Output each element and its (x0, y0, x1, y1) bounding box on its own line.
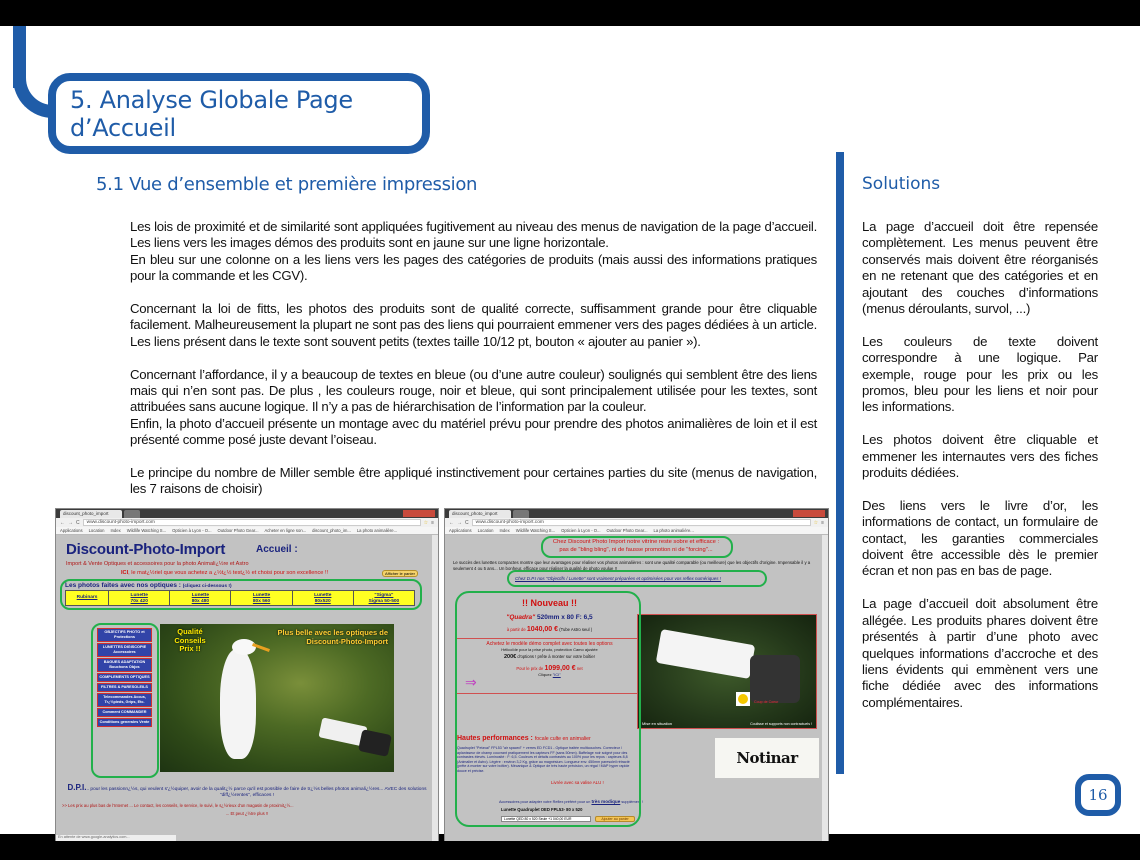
alu-case-note: Livrée avec sa valise ALU ! (551, 780, 604, 785)
browser-address-bar (445, 518, 828, 527)
egret-head (232, 639, 256, 655)
bookmark: La photo animalière... (356, 528, 398, 533)
back-icon: ← (60, 519, 65, 526)
performance-text: Quadruplet "Petzval" FPL53 "air spaced" + verres ED FCD1 - Optique traitée multicouches. Correcteur / aplanisseur de champ couvrant pratiquement les capteurs FF (sans 50mm). Baffelage noir soigné pour des contrastes élevés. Luminosité : F: 6,5. Couleurs et détails contrastés au 100% pour les repos : capteurs 8,8 (Animalier et Astro). Légère : environ 3,2 Kg, grâce au magnésium. Longueur env. 450mm paresoleil rétracté (prête à monter sur votre boîtier). Mécanique & Optique de très haute précision, un régal ! MAP hyper rapide douce et précise. (457, 746, 630, 773)
nav-item: OBJECTIFS PHOTO et Protections (97, 628, 152, 642)
notice-line: Chez Discount Photo Import notre vitrine reste sobre et efficace : (552, 539, 720, 545)
highlight-promo-column (455, 591, 644, 827)
link-sub: 80x520 (314, 599, 331, 604)
solutions-title: Solutions (862, 174, 941, 194)
screenshot-homepage-left (55, 508, 439, 841)
price-net: net (576, 666, 583, 671)
menu-icon: ≡ (431, 519, 434, 526)
perf-head: Hautes performances : (457, 735, 533, 742)
link-sub: 70x 420 (130, 599, 148, 604)
product-select: Lunette QED 80 x 520 Seule +1 040,00 EUR (501, 816, 591, 822)
bookmark: discount_photo_im... (312, 528, 351, 533)
bookmark: Index (499, 528, 510, 533)
paragraph: Des liens vers le livre d’or, les informations de contact, un formulaire de contact, les garanties commerciales doivent être accessible dès le premier écran et non pas en bas de page. (862, 497, 1098, 579)
arrow-icon: ⇒ (465, 674, 477, 690)
telescope-tube (656, 629, 755, 679)
browser-tab: discount_photo_import (449, 510, 511, 518)
reload-icon: C (465, 519, 469, 526)
nav-item: LUNETTES DIGISCOPIE Accessoires (97, 643, 152, 657)
paragraph: Le principe du nombre de Miller semble être appliqué instinctivement pour certaines parties du site (menus de navigation, les 7 raisons de choisir) (130, 465, 817, 497)
browser-tab-bar (56, 509, 438, 518)
intro-paragraph: Le succès des lunettes compactes montre que leur avantages pour réaliser vos photos animalières : sont une qualité comparable (ou meilleure) que les objectifs d'origine. Impensable il y a seulement 4 ou 5 ans... Un bonheur, efficace pour réaliser la qualité de photo voulue !! (453, 560, 811, 571)
acc-tail: supplément ! (621, 800, 644, 804)
paragraph: Les couleurs de texte doivent correspondre à une logique. Par exemple, rouge pour les prix ou les promos, bleu pour les liens et noir pour les informations. (862, 333, 1098, 415)
click-label: Cliquez (538, 672, 552, 677)
section-title: 5.1 Vue d’ensemble et première impression (96, 174, 478, 195)
demo-title: Achetez le modèle démo complet avec toutes les options (486, 641, 613, 647)
back-icon: ← (449, 519, 454, 526)
photos-hint: (cliquez ci-dessous !) (182, 584, 232, 589)
bookmark: Outdoor Photo Gear... (606, 528, 648, 533)
window-controls (793, 510, 825, 517)
hero-left-text: Qualité Conseils Prix !! (174, 627, 206, 653)
site-subtitle: Import & Vente Optiques et accessoires pour la photo Animali¿½re et Astro (66, 561, 249, 567)
from-note: (Tube Astro seul ) (559, 627, 593, 632)
browser-tab-bar (445, 509, 828, 518)
link-label: Lunette (130, 593, 148, 598)
logo-text: Notinar (736, 749, 798, 767)
url-field: www.discount-photo-import.com (472, 519, 811, 526)
price-label: Pour le prix de (516, 666, 544, 671)
footer-red-line: >> Les prix au plus bas de l'Internet ... Le contact, les conseils, le service, le suivi, le s¿½rieux d'un magasin de proximit¿½... (62, 803, 294, 808)
hero-photo (160, 624, 394, 772)
highlight-notice (541, 536, 733, 558)
link-label: "Sigma" (374, 593, 394, 598)
notice-line: pas de "bling bling", ni de fausse promotion ni de "forcing"... (559, 546, 713, 553)
browser-address-bar (56, 518, 438, 527)
footer-blurb (56, 785, 438, 799)
site-title: Discount-Photo-Import (66, 541, 226, 558)
paragraph: La page d’accueil doit absolument être allégée. Les produits phares doivent être présentés à partir d’une photo avec quelques informations d’accroche et des liens évidents qui emmènent vers une fiche dédiée avec des informations complémentaires. (862, 596, 1098, 710)
nav-item: BAGUES ADAPTATION Bouchons Objos (97, 658, 152, 672)
paragraph: Concernant la loi de fitts, les photos des produits sont de qualité correcte, suffisamment grande pour être cliquable facilement. Malheureusement la plupart ne sont pas des liens qui pourraient emmener vers des pages dédiées à un article. Les liens présent dans le texte sont souvent petits (textes taille 10/12 pt, bouton « ajouter au panier »). (130, 301, 817, 349)
tagline-bold: ICI (121, 570, 129, 576)
forward-icon: → (457, 519, 462, 526)
bookmark: Acheter en ligne son... (264, 528, 307, 533)
smiley-icon (736, 692, 750, 706)
from-price-value: 1040,00 € (526, 626, 559, 633)
demo-detail: Hélicoïde pour la prise photo, protection Camo ajustée (501, 647, 598, 652)
highlight-nav-menu (91, 623, 159, 778)
page-number: 16 (1088, 786, 1108, 804)
highlight-link (507, 570, 767, 587)
telescope-mount (750, 655, 800, 703)
bookmark: Wildlife Watching S... (126, 528, 167, 533)
scrollbar (432, 535, 438, 841)
show-cart-button: Afficher le panier (382, 570, 418, 577)
demo-options-text: d'options ! prête à monter sur votre boîtier (517, 654, 596, 659)
footer-red-line2: ... Et peut ¿½tre plus !! (225, 811, 269, 816)
website-content (56, 535, 438, 841)
bookmarks-bar (445, 527, 828, 535)
photos-heading-text: Les photos faites avec nos optiques : (65, 582, 181, 589)
nav-item: Conditions generales Vente (97, 718, 152, 727)
acc-link: très modique (591, 799, 621, 804)
solutions-text (862, 219, 1098, 728)
document-page (0, 26, 1140, 839)
bookmark: Opticien à Lyon - O... (561, 528, 601, 533)
dpi-link: Chez D.P.I nos "Objectifs / Lunette" sont vraiment préparées et optimisées pour vos reflex numériques ! (515, 576, 721, 581)
scrollbar (822, 535, 828, 841)
url-field: www.discount-photo-import.com (83, 519, 421, 526)
reload-icon: C (76, 519, 80, 526)
price-value: 1099,00 € (544, 665, 576, 672)
bookmark: Opticien à Lyon - O... (172, 528, 212, 533)
new-tab-button (124, 510, 140, 518)
add-to-cart-button: Ajouter au panier (595, 816, 635, 822)
quadra-spec: 520mm x 80 F: 6,5 (537, 614, 593, 621)
link-label: Lunette (191, 593, 210, 598)
product-name: Lunette Quadruplet OED FPL53- 80 x 520 (501, 807, 583, 812)
nav-item: COMPLEMENTS OPTIQUES (97, 673, 152, 682)
highlight-yellow-links (60, 579, 422, 610)
perf-sub: focale culte en animalier (534, 736, 591, 742)
link-label: Lunette (252, 593, 271, 598)
from-label: à partir de (506, 627, 526, 632)
bookmark: Applications (60, 528, 83, 533)
link-sub: 80x 480 (191, 599, 210, 604)
link-label: Lunette (314, 593, 332, 598)
notinar-logo (715, 738, 819, 778)
link-sub: 80x 560 (252, 599, 271, 604)
chapter-title: 5. Analyse Globale Page d’Accueil (70, 85, 353, 142)
site-accueil: Accueil : (256, 544, 298, 555)
bookmark: Applications (449, 528, 472, 533)
website-content (445, 535, 828, 841)
link-sub: Sigma 50-500 (368, 599, 400, 604)
bookmark: Index (110, 528, 121, 533)
link-label: Rubinars (76, 595, 98, 600)
paragraph: Les lois de proximité et de similarité sont appliquées fugitivement au niveau des menus de navigation de la page d’accueil. Les liens vers les images démos des produits sont en jaune sur une ligne horizontale. (130, 219, 817, 251)
new-tab-button (513, 510, 529, 518)
nouveau-label: !! Nouveau !! (522, 598, 577, 608)
bookmark: Wildlife Watching S... (515, 528, 556, 533)
chapter-title-box (48, 73, 430, 154)
menu-icon: ≡ (821, 519, 824, 526)
click-link: "ICI" (552, 672, 561, 677)
bookmark: La photo animalière... (653, 528, 694, 533)
acc-text: Accessoires pour adapter votre Reflex préféré pour un (499, 800, 591, 804)
footer-dpi: D.P.I. (67, 783, 87, 792)
window-controls (403, 510, 435, 517)
paragraph: La page d’accueil doit être repensée complètement. Les menus peuvent être conservés mais doivent être réorganisés en ne retenant que des catégories et en ajoutant des couches d’informations (menus déroulants, survol, ...) (862, 219, 1098, 317)
coup-de-coeur-label: Coup de Coeur (754, 700, 779, 704)
paragraph: En bleu sur une colonne on a les liens vers les pages des catégories de produits (mais aussi des informations pratiques pour la commande et les CGV). (130, 251, 817, 284)
paragraph: Concernant l’affordance, il y a beaucoup de textes en bleue (ou d’une autre couleur) soulignés qui semblent être des liens mais qui n’en sont pas. De plus , les couleurs rouge, noir et bleue, qui sont principalement utilisée pour les textes, sont attribuées sans aucune logique. Il n’y a pas de hiérarchisation de l’information par la couleur. (130, 366, 817, 415)
forward-icon: → (68, 519, 73, 526)
telescope-photo (637, 614, 817, 729)
paragraph: Les photos doivent être cliquable et emmener les internautes vers des fiches produits dédiées. (862, 432, 1098, 481)
bookmarks-bar (56, 527, 438, 535)
quadra-name: "Quadra" (506, 614, 536, 621)
nav-item: Comment COMMANDER (97, 708, 152, 717)
star-icon: ☆ (423, 519, 429, 526)
paragraph: Enfin, la photo d’accueil présente un montage avec du matériel prévu pour prendre des photos animalières de loin et il est présenté comme posé juste devant l’oiseau. (130, 415, 817, 448)
sidebar-divider (836, 152, 844, 774)
hero-right-text: Plus belle avec les optiques de Discount-Photo-Import (277, 628, 388, 646)
browser-status: En attente de www.google-analytics.com... (56, 835, 176, 841)
nav-item: Telecommandes Accus, Tr¿½pieds, Grips, Etc. (97, 693, 152, 707)
nav-item: FILTRES & PARESOLEILS (97, 683, 152, 692)
tagline-text: , le mat¿½riel que vous achetez a ¿½t¿½ test¿½ et choisi pour son excellence !! (128, 570, 329, 576)
star-icon: ☆ (813, 519, 819, 526)
photo-caption-right: Coulisse et supports non contractuels ! (750, 722, 812, 726)
browser-tab: discount_photo_import (60, 510, 122, 518)
footer-text: .. pour les passionn¿½s, qui veulent s'¿½quiper, avoir de la qualit¿½ parce qu'il est possible de faire de tr¿½s belles photos animali¿½res... AVEC des solutions "diff¿½rentes", efficaces ! (86, 787, 427, 798)
page-number-badge (1075, 774, 1121, 816)
bookmark: Location (477, 528, 494, 533)
site-tagline (121, 570, 328, 576)
demo-options-amount: 200€ (503, 654, 517, 660)
camera-body-image (358, 729, 392, 757)
bookmark: Location (88, 528, 105, 533)
egret-image (220, 649, 256, 759)
photo-caption: Mise en situation (642, 721, 673, 726)
analysis-text (130, 219, 817, 514)
screenshot-homepage-right (444, 508, 829, 841)
bookmark: Outdoor Photo Gear... (217, 528, 259, 533)
